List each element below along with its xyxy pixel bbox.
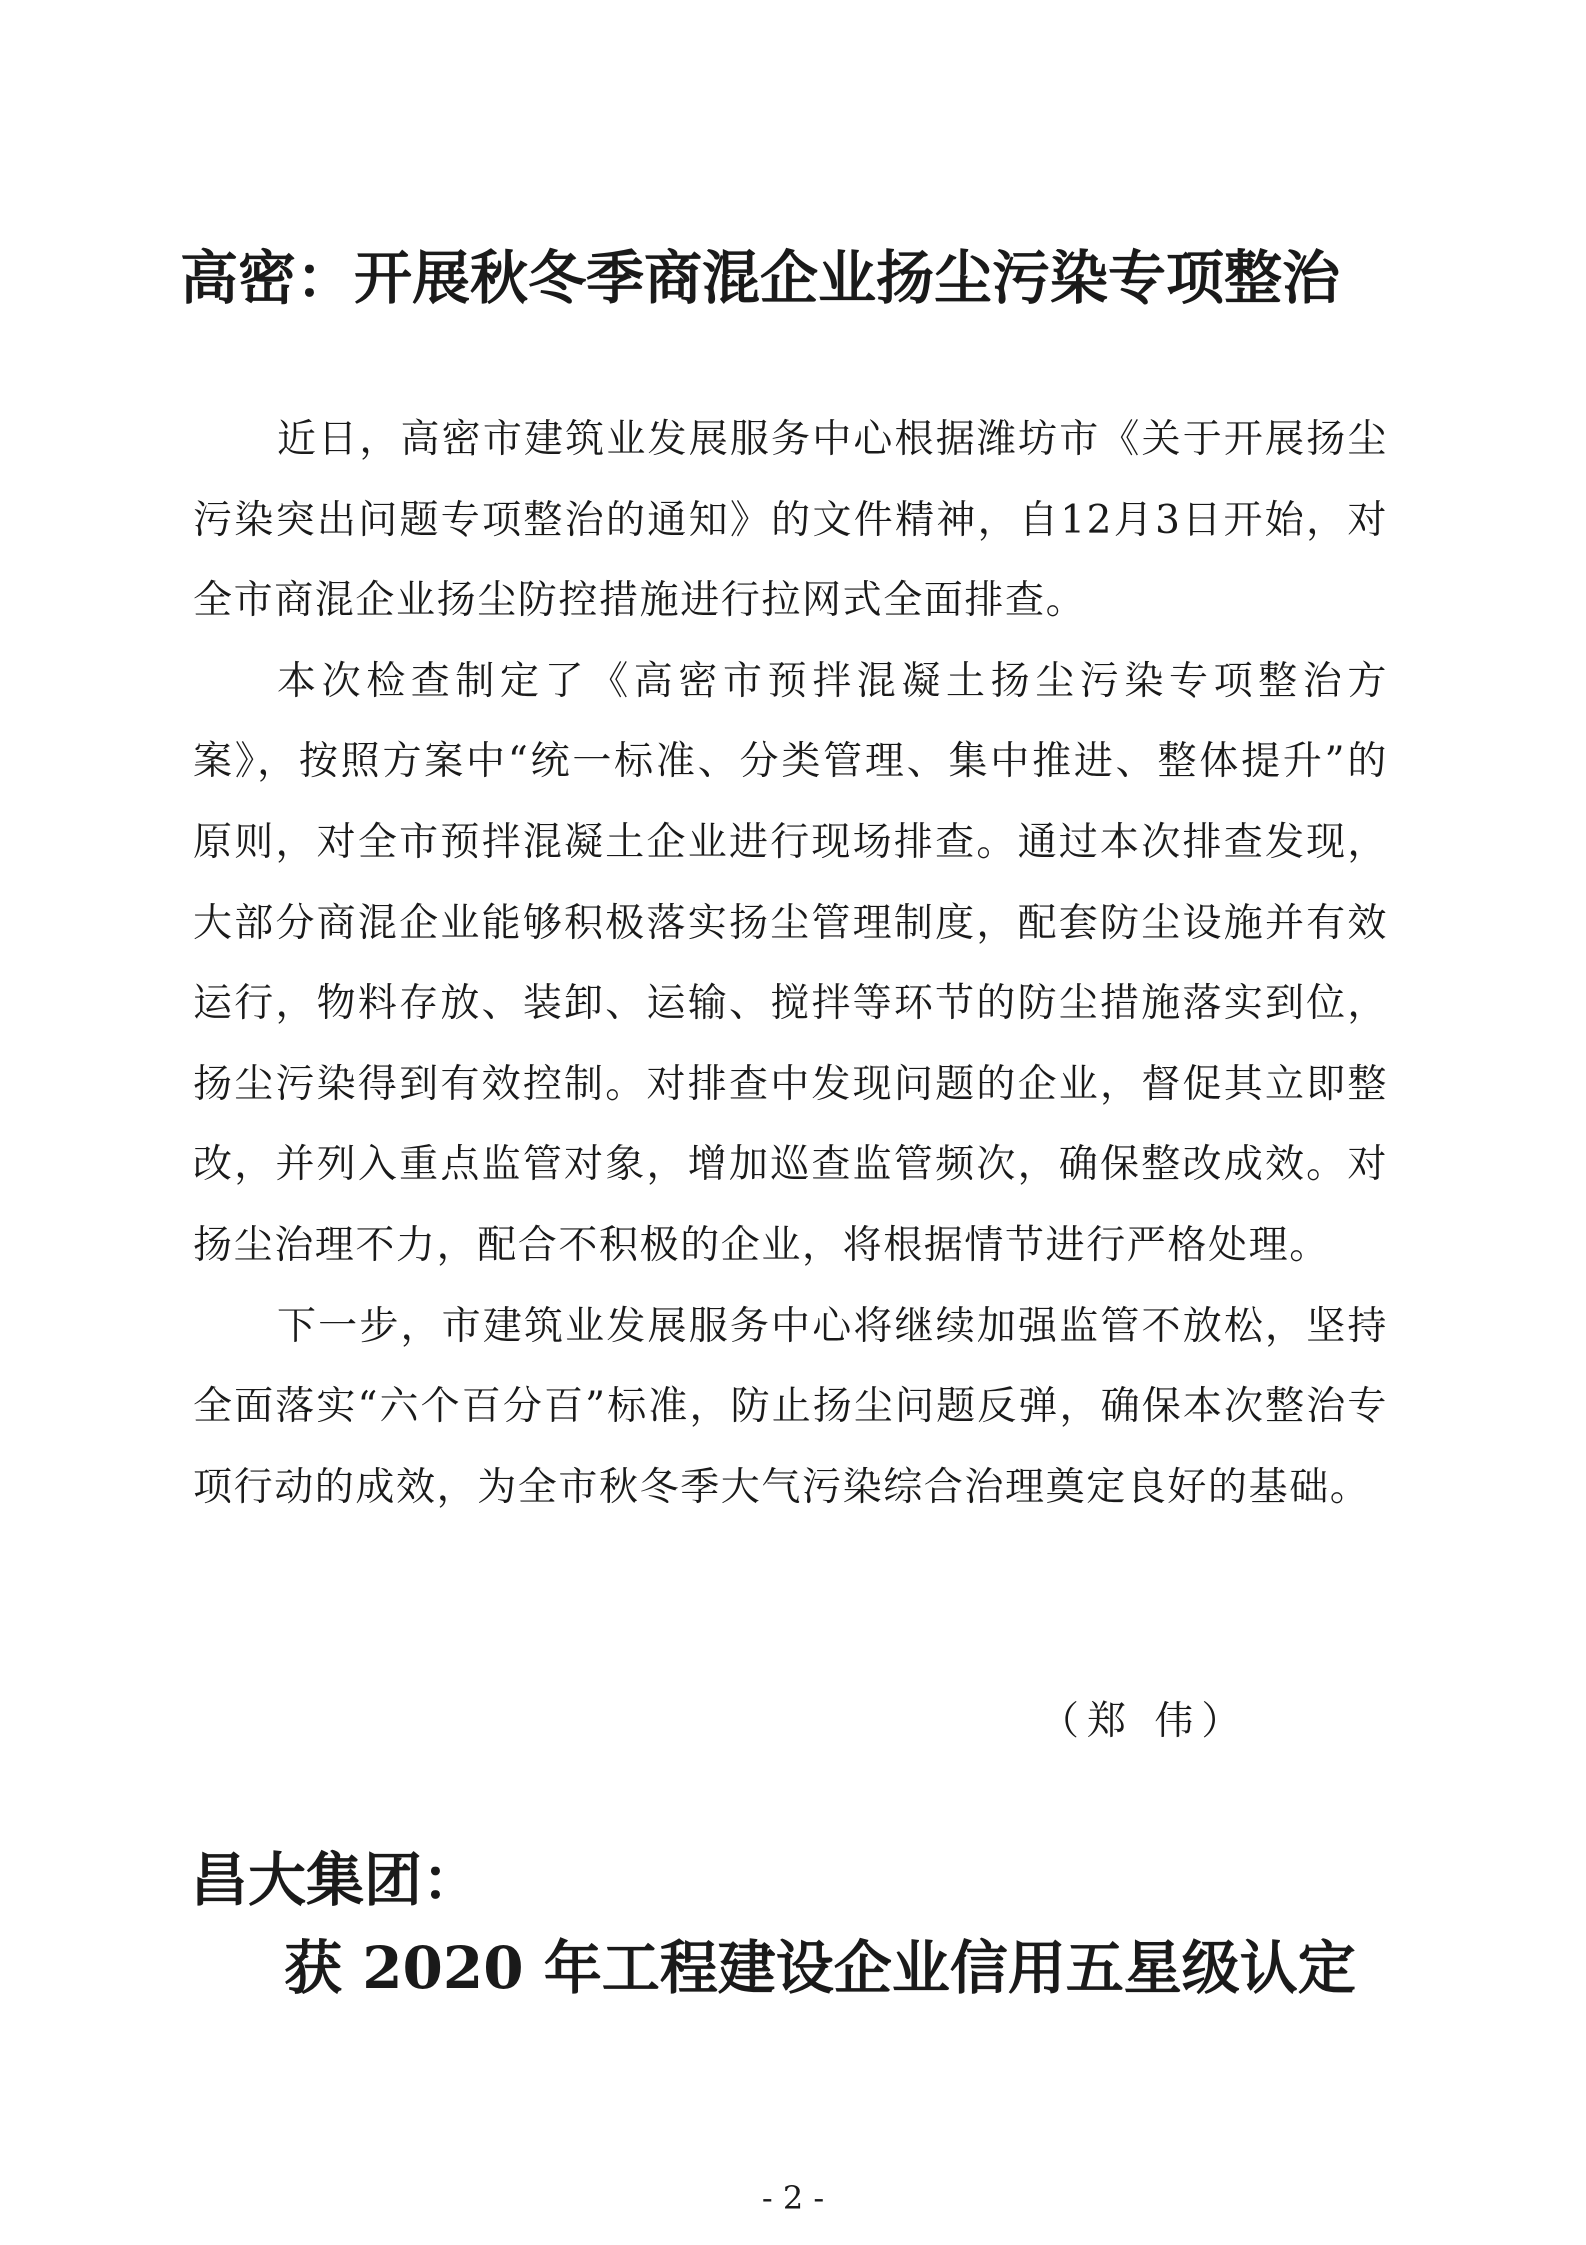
next-article-title-line2: 获 2020 年工程建设企业信用五星级认定 <box>284 1934 1356 2002</box>
next-article-title-line1: 昌大集团： <box>190 1846 481 1914</box>
author-credit: （郑 伟） <box>1040 1699 1249 1744</box>
article-body <box>193 400 1388 1528</box>
page-number: - 2 - <box>761 2179 825 2217</box>
paragraph-next-step: 下一步，市建筑业发展服务中心将继续加强监管不放松，坚持全面落实“六个百分百”标准，防止扬尘问题反弹，确保本次整治专项行动的成效，为全市秋冬季大气污染综合治理奠定良好的基础。 <box>193 1303 1388 1510</box>
paragraph-intro: 近日，高密市建筑业发展服务中心根据潍坊市《关于开展扬尘污染突出问题专项整治的通知》的文件精神，自12月3日开始，对全市商混企业扬尘防控措施进行拉网式全面排查。 <box>193 417 1388 624</box>
paragraph-inspection: 本次检查制定了《高密市预拌混凝土扬尘污染专项整治方案》，按照方案中“统一标准、分类管理、集中推进、整体提升”的原则，对全市预拌混凝土企业进行现场排查。通过本次排查发现，大部分商混企业能够积极落实扬尘管理制度，配套防尘设施并有效运行，物料存放、装卸、运输、搅拌等环节的防尘措施落实到位，扬尘污染得到有效控制。对排查中发现问题的企业，督促其立即整改，并列入重点监管对象，增加巡查监管频次，确保整改成效。对扬尘治理不力，配合不积极的企业，将根据情节进行严格处理。 <box>193 658 1388 1268</box>
article-title: 高密：开展秋冬季商混企业扬尘污染专项整治 <box>180 244 1341 312</box>
